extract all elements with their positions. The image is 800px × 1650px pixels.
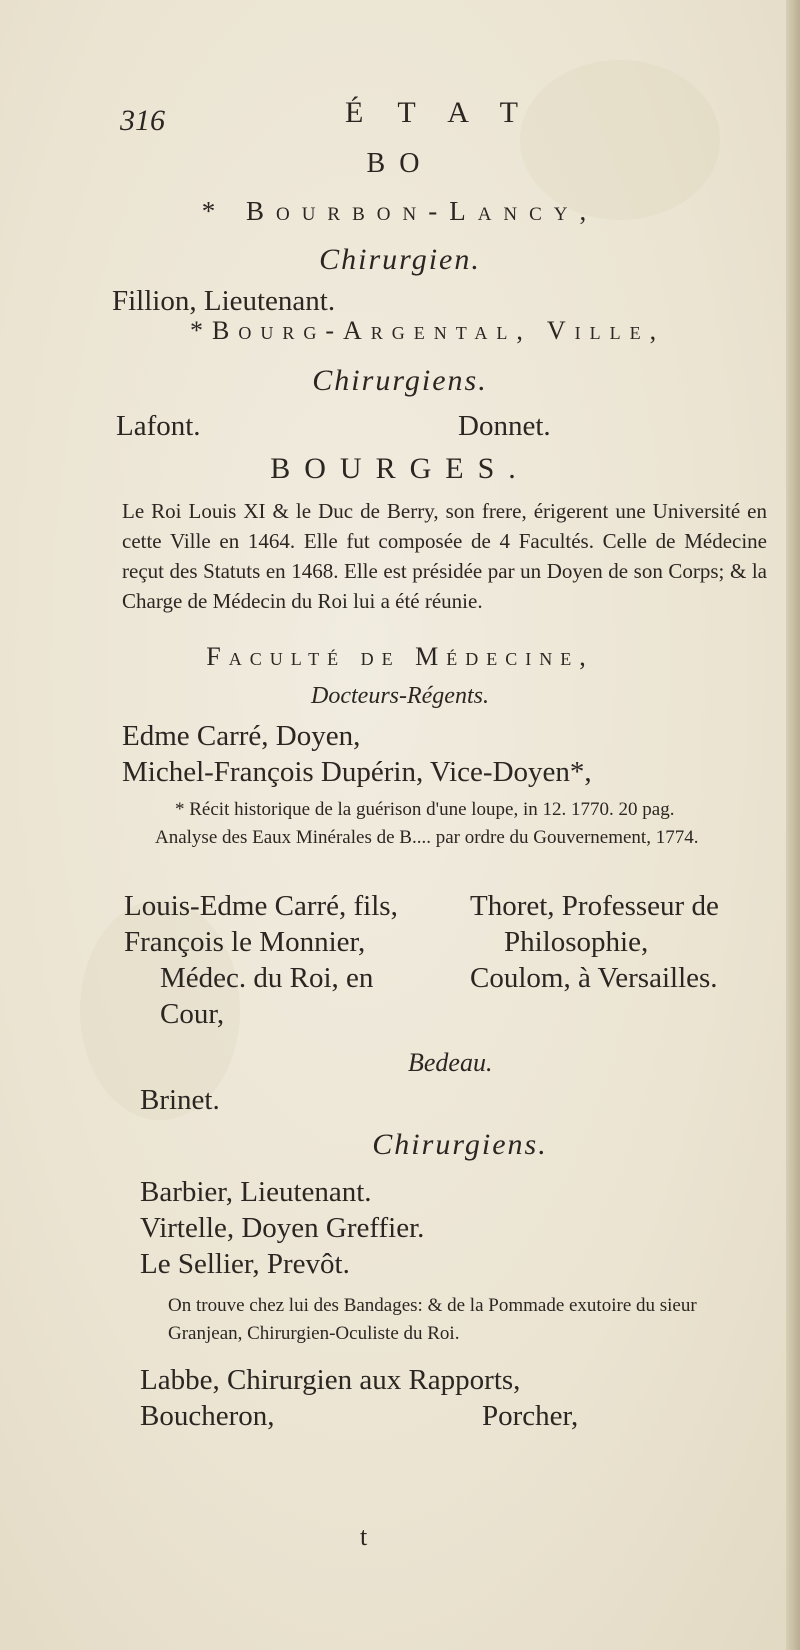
- subhead-chirurgiens: Chirurgiens.: [372, 1128, 548, 1161]
- surgeon-entry: Le Sellier, Prevôt.: [140, 1248, 350, 1280]
- subhead-chirurgien: Chirurgien.: [319, 243, 481, 276]
- signature-mark: t: [360, 1522, 368, 1551]
- entry-name: Fillion, Lieutenant.: [112, 285, 336, 317]
- surgeon-note: On trouve chez lui des Bandages: & de la Pommade exutoire du sieur Granjean, Chirurgien-Oculiste du Roi.: [168, 1295, 697, 1344]
- doctor-entry-continued: Cour,: [160, 998, 225, 1030]
- subhead-chirurgiens: Chirurgiens.: [312, 364, 488, 397]
- beadle-entry: Brinet.: [140, 1084, 220, 1116]
- surgeon-entry: Barbier, Lieutenant.: [140, 1176, 372, 1208]
- entry-name: Lafont.: [116, 410, 201, 442]
- doctor-entry: Thoret, Professeur de: [470, 890, 719, 922]
- page-number: 316: [120, 104, 165, 137]
- section-heading-bourges: BOURGES.: [270, 452, 530, 485]
- doctor-entry: François le Monnier,: [124, 926, 366, 958]
- surgeon-entry: Labbe, Chirurgien aux Rapports,: [140, 1364, 521, 1396]
- subhead-docteurs-regents: Docteurs-Régents.: [311, 683, 489, 709]
- running-title: ÉTAT: [345, 96, 552, 129]
- doctor-entry: Louis-Edme Carré, fils,: [124, 890, 398, 922]
- section-heading-bourg-argental: *Bourg-Argental, Ville,: [190, 316, 666, 345]
- surgeon-entry: Virtelle, Doyen Greffier.: [140, 1212, 425, 1244]
- footnote: * Récit historique de la guérison d'une loupe, in 12. 1770. 20 pag. Analyse des Eaux Minérales de B.... par ordre du Gouvernement, 1774.: [155, 799, 699, 848]
- doctor-entry: Coulom, à Versailles.: [470, 962, 718, 994]
- surgeon-entry: Boucheron,: [140, 1400, 275, 1432]
- subhead-bedeau: Bedeau.: [408, 1048, 493, 1077]
- doctor-entry-continued: Philosophie,: [504, 926, 649, 958]
- history-paragraph: Le Roi Louis XI & le Duc de Berry, son frere, érigerent une Université en cette Ville en 1464. Elle fut composée de 4 Facultés. Celle de Médecine reçut des Statuts en 1468. Elle est présidée par un Doyen de son Corps; & la Charge de Médecin du Roi lui a été réunie.: [122, 499, 767, 613]
- doctor-entry: Michel-François Dupérin, Vice-Doyen*,: [122, 756, 592, 788]
- section-heading-bourbon-lancy: * Bourbon-Lancy,: [201, 196, 599, 226]
- surgeon-entry: Porcher,: [482, 1400, 579, 1432]
- entry-name: Donnet.: [458, 410, 551, 442]
- faculty-heading: Faculté de Médecine,: [206, 642, 594, 671]
- doctor-entry-continued: Médec. du Roi, en: [160, 962, 374, 994]
- doctor-entry: Edme Carré, Doyen,: [122, 720, 361, 752]
- catchword: BO: [366, 148, 434, 179]
